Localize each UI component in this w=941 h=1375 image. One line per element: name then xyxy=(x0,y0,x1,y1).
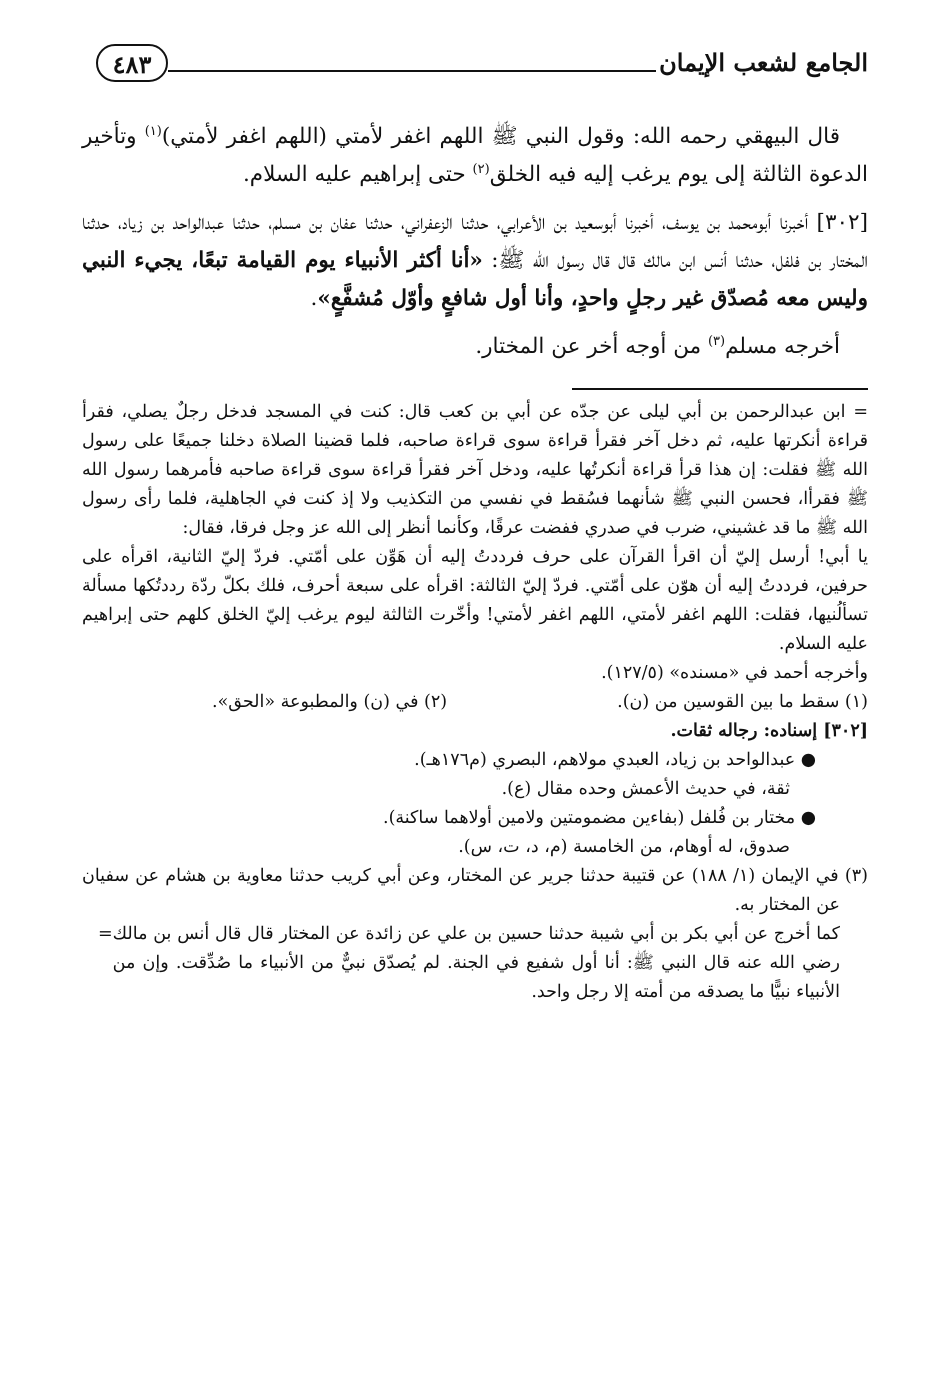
text-run: حتى إبراهيم عليه السلام. xyxy=(242,162,473,187)
footnote-3-text: كما أخرج عن أبي بكر بن أبي شيبة حدثنا حسين بن علي عن زائدة عن المختار قال قال أنس بن مالك رضي الله عنه قال النبي ﷺ: أنا أول شفيع في الجنة. لم يُصدّق نبيٌّ من الأنبياء ما صُدِّقت. وإن من الأنبياء نبيًّا ما يصدقه من أمته إلا رجل واحد. xyxy=(112,924,840,1002)
narrator-grade: صدوق، له أوهام، من الخامسة (م، د، ت، س). xyxy=(458,837,790,857)
isnad-heading: [٣٠٢] إسناده: رجاله ثقات. xyxy=(670,721,868,741)
footnote-continuation-ref: وأخرجه أحمد في «مسنده» (١٢٧/٥). xyxy=(601,663,868,683)
paragraph-takhrij xyxy=(82,328,868,366)
text-run: من أوجه أخر عن المختار. xyxy=(475,334,708,359)
isnad-text: [٣٠٢] أخبرنا أبومحمد بن يوسف، أخبرنا أبوسعيد بن الأعرابي، حدثنا الزعفراني، حدثنا عفان بن مسلم، حدثنا عبدالواحد بن زياد، حدثنا المختار بن فلفل، حدثنا أنس ابن مالك قال قال رسول الله ﷺ: xyxy=(82,210,868,273)
paragraph-hadith-302 xyxy=(82,204,868,318)
footnote-continuation: = ابن عبدالرحمن بن أبي ليلى عن جدّه عن أبي بن كعب قال: كنت في المسجد فدخل رجلٌ يصلي، فقرأ قراءة أنكرتها عليه، ثم دخل آخر فقرأ قراءة سوى قراءة صاحبه، فلما قضينا الصلاة دخلنا جميعًا على رسول الله ﷺ فقلت: إن هذا قرأ قراءة أنكرتُها عليه، ودخل آخر فقرأ قراءة سوى قراءة صاحبه فأمرهما رسول الله ﷺ فقرأا، فحسن النبي ﷺ شأنهما فسُقط في نفسي من التكذيب ولا إذ كنت في الجاهلية، فلما رأى رسول الله ﷺ ما قد غشيني، ضرب في صدري ففضت عرقًا، وكأنما أنظر إلى الله عز وجل فرقا، فقال: xyxy=(82,402,868,538)
footnote-separator xyxy=(572,388,868,390)
running-title: الجامع لشعب الإيمان xyxy=(659,48,868,77)
main-text xyxy=(82,118,868,366)
text-run: وتأخير الدعوة الثالثة إلى يوم يرغب إليه فيه الخلق xyxy=(82,124,868,187)
page-number: ٤٨٣ xyxy=(96,44,168,82)
text-run: قال البيهقي رحمه الله: وقول النبي ﷺ اللهم اغفر لأمتي (اللهم اغفر لأمتي) xyxy=(161,124,840,149)
paragraph-bayhaqi-comment xyxy=(82,118,868,194)
text-run: أخرجه مسلم xyxy=(725,334,840,359)
book-page xyxy=(82,34,868,1354)
footnote-1: (١) سقط ما بين القوسين من (ن). xyxy=(617,692,868,712)
narrator-grade: ثقة، في حديث الأعمش وحده مقال (ع). xyxy=(501,779,790,799)
footnotes xyxy=(82,398,868,1007)
narrator-entry: ● مختار بن فُلفل (بفاءين مضمومتين ولامين أولاهما ساكنة). xyxy=(383,808,816,828)
page-header xyxy=(82,34,868,94)
footnote-ref-2: (٢) xyxy=(472,161,490,177)
footnote-3-continued xyxy=(82,920,868,1007)
text-run: . xyxy=(310,286,318,311)
footnote-3: (٣) في الإيمان (١/ ١٨٨) عن قتيبة حدثنا جرير عن المختار، وعن أبي كريب حدثنا معاوية بن هشام عن سفيان عن المختار به. xyxy=(82,866,868,915)
footnote-continuation-quote: يا أبي! أرسل إليّ أن اقرأ القرآن على حرف فرددتُ إليه أن هَوِّن على أمّتي. فردّ إليّ الثانية، اقرأه على حرفين، فرددتُ إليه أن هوّن على أمّتي. فردّ إليّ الثالثة: اقرأه على سبعة أحرف، فلك بكلّ ردّة رددتُكها مسألة تسألُنيها، فقلت: اللهم اغفر لأمتي، اللهم اغفر لأمتي! وأخّرت الثالثة ليوم يرغب إليّ الخلق كلهم حتى إبراهيم عليه السلام. xyxy=(82,547,868,654)
header-rule xyxy=(168,70,656,72)
footnote-ref-3: (٣) xyxy=(707,333,726,349)
footnote-row xyxy=(82,688,868,717)
narrator-entry: ● عبدالواحد بن زياد، العبدي مولاهم، البصري (م١٧٦هـ). xyxy=(414,750,816,770)
continuation-mark: = xyxy=(98,924,113,944)
footnote-ref-1: (١) xyxy=(144,123,162,139)
footnote-2: (٢) في (ن) والمطبوعة «الحق». xyxy=(212,692,448,712)
hadith-matn: «أنا أكثر الأنبياء يوم القيامة تبعًا، يجيء النبي وليس معه مُصدّق غير رجلٍ واحدٍ، وأنا أول شافعٍ وأوّل مُشفَّعٍ» xyxy=(82,248,868,311)
